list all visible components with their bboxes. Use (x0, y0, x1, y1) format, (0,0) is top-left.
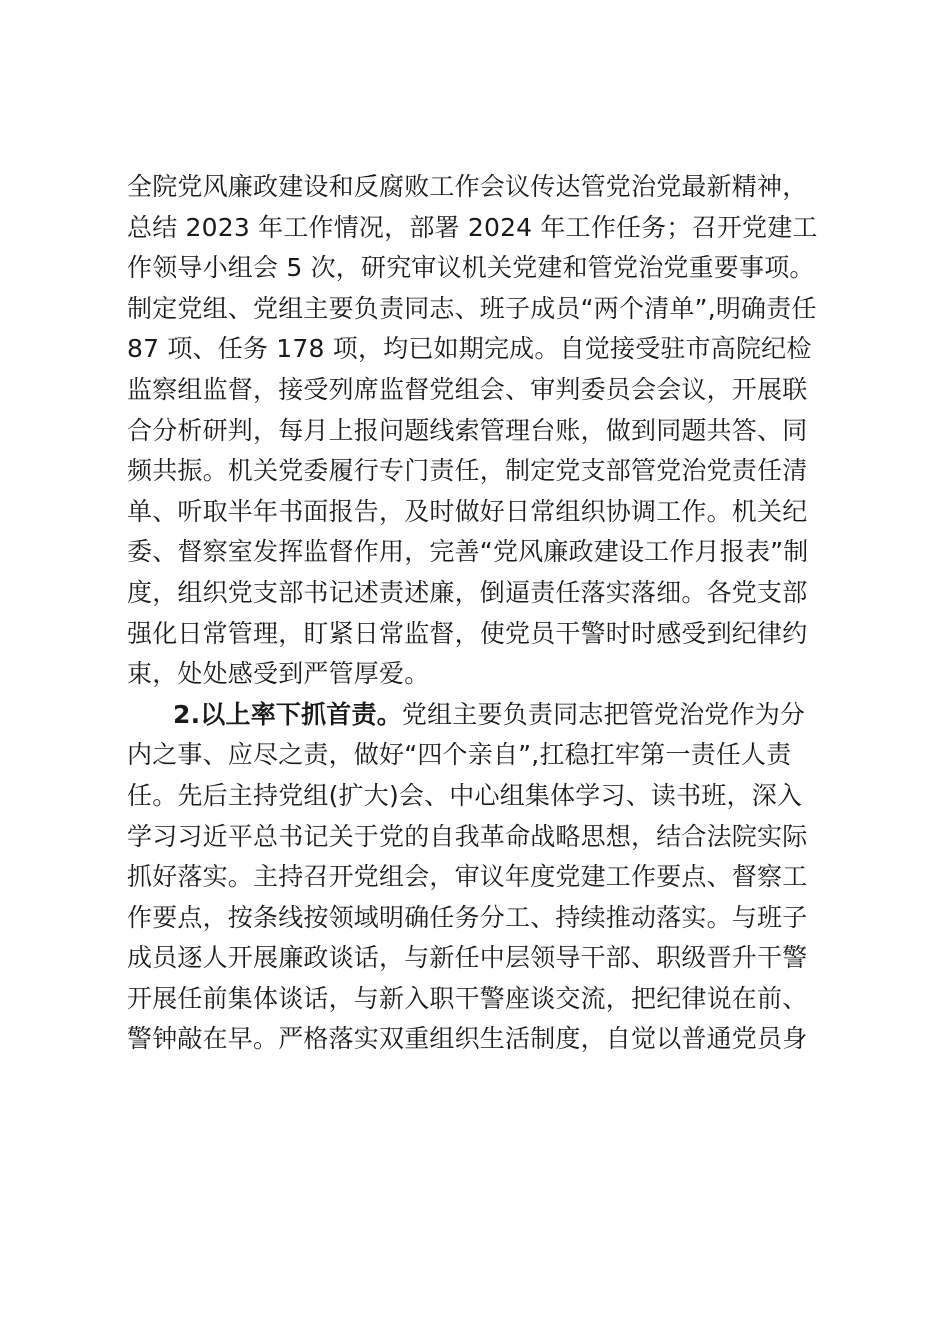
text-line: 束，处处感受到严管厚爱。 (127, 659, 430, 689)
text-line: 内之事、应尽之责，做好“四个亲自”,扛稳扛牢第一责任人责 (127, 740, 792, 770)
text-line: 总结 2023 年工作情况，部署 2024 年工作任务；召开党建工 (127, 212, 818, 242)
paragraph-1 (127, 167, 827, 695)
text-line: 单、听取半年书面报告，及时做好日常组织协调工作。机关纪 (127, 496, 808, 526)
text-line: 强化日常管理，盯紧日常监督，使党员干警时时感受到纪律约 (127, 618, 808, 648)
paragraph-2 (127, 695, 827, 1060)
text-line: 任。先后主持党组(扩大)会、中心组集体学习、读书班，深入 (127, 780, 803, 810)
section-heading: 2.以上率下抓首责。 (173, 699, 402, 729)
text-line: 抓好落实。主持召开党组会，审议年度党建工作要点、督察工 (127, 862, 808, 892)
text-line: 警钟敲在早。严格落实双重组织生活制度，自觉以普通党员身 (127, 1024, 808, 1054)
text-line: 委、督察室发挥监督作用，完善“党风廉政建设工作月报表”制 (127, 537, 809, 567)
text-line: 全院党风廉政建设和反腐败工作会议传达管党治党最新精神， (127, 172, 808, 201)
text-line: 频共振。机关党委履行专门责任，制定党支部管党治党责任清 (127, 456, 808, 486)
text-line: 87 项、任务 178 项，均已如期完成。自觉接受驻市高院纪检 (127, 334, 812, 364)
document-body (127, 167, 827, 1060)
text-line: 合分析研判，每月上报问题线索管理台账，做到同题共答、同 (127, 415, 808, 445)
text-line: 作领导小组会 5 次，研究审议机关党建和管党治党重要事项。 (127, 253, 815, 283)
paragraph-2-first-line (127, 695, 827, 736)
text-run: 党组主要负责同志把管党治党作为分 (401, 699, 806, 729)
text-line: 成员逐人开展廉政谈话，与新任中层领导干部、职级晋升干警 (127, 943, 808, 973)
text-line: 开展任前集体谈话，与新入职干警座谈交流，把纪律说在前、 (127, 983, 808, 1013)
text-line: 度，组织党支部书记述责述廉，倒逼责任落实落细。各党支部 (127, 577, 808, 607)
text-line: 学习习近平总书记关于党的自我革命战略思想，结合法院实际 (127, 821, 808, 851)
text-line: 监察组监督，接受列席监督党组会、审判委员会会议，开展联 (127, 374, 808, 404)
text-line: 制定党组、党组主要负责同志、班子成员“两个清单”,明确责任 (127, 293, 817, 323)
text-line: 作要点，按条线按领域明确任务分工、持续推动落实。与班子 (127, 902, 808, 932)
